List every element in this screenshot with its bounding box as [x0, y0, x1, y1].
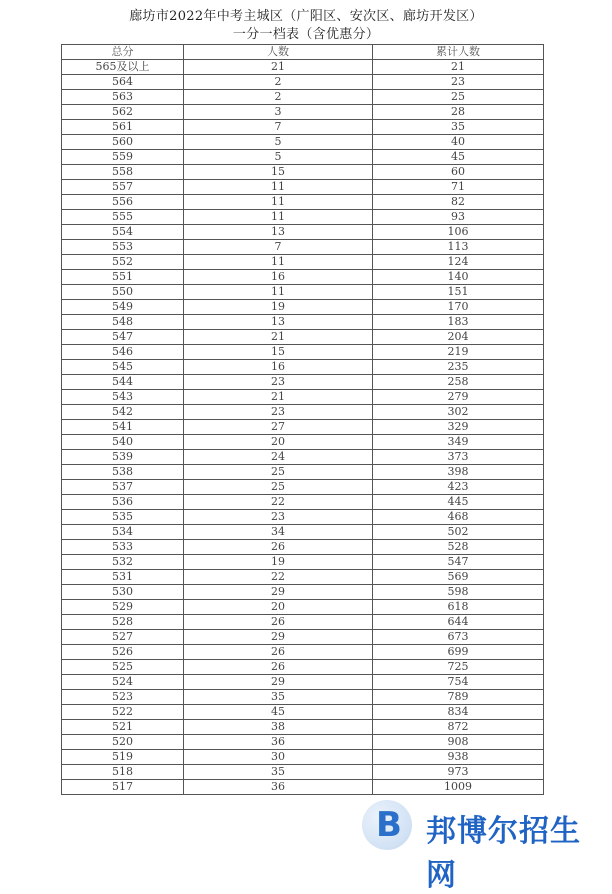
cell-cumulative: 547: [373, 555, 544, 570]
cell-count: 29: [184, 585, 373, 600]
cell-count: 5: [184, 150, 373, 165]
cell-total-score: 557: [62, 180, 184, 195]
cell-count: 27: [184, 420, 373, 435]
cell-total-score: 562: [62, 105, 184, 120]
cell-count: 25: [184, 480, 373, 495]
score-table: [61, 44, 544, 795]
cell-cumulative: 699: [373, 645, 544, 660]
cell-count: 16: [184, 270, 373, 285]
cell-cumulative: 23: [373, 75, 544, 90]
table-row: [62, 750, 544, 765]
cell-cumulative: 908: [373, 735, 544, 750]
cell-total-score: 527: [62, 630, 184, 645]
cell-count: 23: [184, 405, 373, 420]
cell-total-score: 561: [62, 120, 184, 135]
table-row: [62, 465, 544, 480]
table-row: [62, 435, 544, 450]
cell-cumulative: 170: [373, 300, 544, 315]
cell-cumulative: 373: [373, 450, 544, 465]
cell-count: 21: [184, 390, 373, 405]
cell-count: 11: [184, 180, 373, 195]
cell-count: 13: [184, 225, 373, 240]
cell-total-score: 555: [62, 210, 184, 225]
cell-count: 26: [184, 660, 373, 675]
document-title: 廊坊市2022年中考主城区（广阳区、安次区、廊坊开发区）: [129, 9, 483, 24]
cell-cumulative: 725: [373, 660, 544, 675]
cell-cumulative: 45: [373, 150, 544, 165]
cell-cumulative: 468: [373, 510, 544, 525]
table-row: [62, 600, 544, 615]
cell-total-score: 534: [62, 525, 184, 540]
cell-count: 11: [184, 255, 373, 270]
cell-cumulative: 834: [373, 705, 544, 720]
table-row: [62, 420, 544, 435]
cell-count: 19: [184, 555, 373, 570]
cell-count: 2: [184, 75, 373, 90]
cell-count: 16: [184, 360, 373, 375]
cell-total-score: 560: [62, 135, 184, 150]
watermark-logo: [362, 800, 602, 893]
cell-cumulative: 71: [373, 180, 544, 195]
cell-total-score: 545: [62, 360, 184, 375]
table-row: [62, 330, 544, 345]
cell-total-score: 517: [62, 780, 184, 795]
cell-total-score: 542: [62, 405, 184, 420]
cell-count: 2: [184, 90, 373, 105]
cell-cumulative: 106: [373, 225, 544, 240]
table-row: [62, 240, 544, 255]
cell-count: 7: [184, 240, 373, 255]
cell-count: 23: [184, 375, 373, 390]
table-row: [62, 405, 544, 420]
cell-total-score: 551: [62, 270, 184, 285]
cell-count: 20: [184, 435, 373, 450]
cell-total-score: 565及以上: [62, 60, 184, 75]
cell-total-score: 525: [62, 660, 184, 675]
cell-total-score: 552: [62, 255, 184, 270]
cell-count: 13: [184, 315, 373, 330]
cell-total-score: 521: [62, 720, 184, 735]
table-row: [62, 675, 544, 690]
cell-cumulative: 1009: [373, 780, 544, 795]
cell-count: 23: [184, 510, 373, 525]
table-row: [62, 105, 544, 120]
cell-cumulative: 754: [373, 675, 544, 690]
table-row: [62, 660, 544, 675]
cell-count: 11: [184, 195, 373, 210]
cell-count: 45: [184, 705, 373, 720]
cell-total-score: 558: [62, 165, 184, 180]
cell-count: 7: [184, 120, 373, 135]
table-row: [62, 780, 544, 795]
cell-total-score: 518: [62, 765, 184, 780]
cell-count: 35: [184, 765, 373, 780]
header-cumulative: 累计人数: [373, 45, 544, 60]
cell-total-score: 540: [62, 435, 184, 450]
watermark-text: 邦博尔招生网: [426, 814, 581, 893]
cell-total-score: 563: [62, 90, 184, 105]
cell-total-score: 541: [62, 420, 184, 435]
table-row: [62, 345, 544, 360]
cell-count: 36: [184, 735, 373, 750]
logo-letter: B: [376, 805, 402, 845]
cell-cumulative: 21: [373, 60, 544, 75]
cell-cumulative: 644: [373, 615, 544, 630]
table-row: [62, 540, 544, 555]
cell-total-score: 543: [62, 390, 184, 405]
cell-count: 21: [184, 330, 373, 345]
cell-cumulative: 235: [373, 360, 544, 375]
table-row: [62, 75, 544, 90]
cell-cumulative: 219: [373, 345, 544, 360]
cell-cumulative: 40: [373, 135, 544, 150]
table-row: [62, 705, 544, 720]
cell-count: 34: [184, 525, 373, 540]
table-row: [62, 495, 544, 510]
table-row: [62, 630, 544, 645]
cell-total-score: 533: [62, 540, 184, 555]
cell-count: 22: [184, 495, 373, 510]
cell-cumulative: 93: [373, 210, 544, 225]
table-row: [62, 615, 544, 630]
cell-count: 11: [184, 210, 373, 225]
table-row: [62, 150, 544, 165]
cell-cumulative: 398: [373, 465, 544, 480]
cell-total-score: 526: [62, 645, 184, 660]
table-row: [62, 585, 544, 600]
cell-cumulative: 673: [373, 630, 544, 645]
table-row: [62, 480, 544, 495]
table-row: [62, 120, 544, 135]
table-row: [62, 525, 544, 540]
table-row: [62, 225, 544, 240]
cell-cumulative: 973: [373, 765, 544, 780]
cell-total-score: 556: [62, 195, 184, 210]
cell-cumulative: 618: [373, 600, 544, 615]
table-row: [62, 300, 544, 315]
cell-total-score: 522: [62, 705, 184, 720]
cell-total-score: 539: [62, 450, 184, 465]
cell-total-score: 537: [62, 480, 184, 495]
cell-total-score: 529: [62, 600, 184, 615]
cell-cumulative: 938: [373, 750, 544, 765]
cell-count: 3: [184, 105, 373, 120]
cell-total-score: 547: [62, 330, 184, 345]
cell-cumulative: 528: [373, 540, 544, 555]
cell-total-score: 520: [62, 735, 184, 750]
cell-count: 26: [184, 540, 373, 555]
cell-cumulative: 258: [373, 375, 544, 390]
table-row: [62, 555, 544, 570]
cell-cumulative: 60: [373, 165, 544, 180]
table-row: [62, 390, 544, 405]
table-row: [62, 270, 544, 285]
document-subtitle: 一分一档表（含优惠分）: [232, 27, 380, 42]
cell-total-score: 519: [62, 750, 184, 765]
table-header-row: [62, 45, 544, 60]
cell-total-score: 532: [62, 555, 184, 570]
cell-total-score: 553: [62, 240, 184, 255]
table-row: [62, 765, 544, 780]
cell-cumulative: 25: [373, 90, 544, 105]
cell-cumulative: 872: [373, 720, 544, 735]
cell-count: 29: [184, 675, 373, 690]
cell-total-score: 544: [62, 375, 184, 390]
cell-count: 25: [184, 465, 373, 480]
cell-count: 15: [184, 345, 373, 360]
cell-count: 24: [184, 450, 373, 465]
cell-cumulative: 445: [373, 495, 544, 510]
cell-count: 36: [184, 780, 373, 795]
cell-total-score: 530: [62, 585, 184, 600]
cell-count: 30: [184, 750, 373, 765]
cell-total-score: 523: [62, 690, 184, 705]
cell-count: 5: [184, 135, 373, 150]
table-row: [62, 60, 544, 75]
cell-cumulative: 423: [373, 480, 544, 495]
header-total-score: 总分: [62, 45, 184, 60]
cell-cumulative: 140: [373, 270, 544, 285]
cell-cumulative: 113: [373, 240, 544, 255]
cell-total-score: 550: [62, 285, 184, 300]
table-row: [62, 690, 544, 705]
cell-cumulative: 124: [373, 255, 544, 270]
cell-cumulative: 151: [373, 285, 544, 300]
table-row: [62, 645, 544, 660]
cell-cumulative: 349: [373, 435, 544, 450]
table-row: [62, 165, 544, 180]
cell-cumulative: 569: [373, 570, 544, 585]
cell-cumulative: 279: [373, 390, 544, 405]
cell-cumulative: 502: [373, 525, 544, 540]
cell-cumulative: 789: [373, 690, 544, 705]
table-row: [62, 450, 544, 465]
table-row: [62, 735, 544, 750]
cell-total-score: 535: [62, 510, 184, 525]
cell-total-score: 524: [62, 675, 184, 690]
cell-total-score: 546: [62, 345, 184, 360]
cell-count: 26: [184, 615, 373, 630]
cell-count: 21: [184, 60, 373, 75]
cell-total-score: 549: [62, 300, 184, 315]
table-row: [62, 510, 544, 525]
cell-count: 38: [184, 720, 373, 735]
table-row: [62, 720, 544, 735]
cell-count: 29: [184, 630, 373, 645]
table-body: [62, 60, 544, 795]
table-row: [62, 570, 544, 585]
table-row: [62, 135, 544, 150]
cell-count: 20: [184, 600, 373, 615]
cell-count: 19: [184, 300, 373, 315]
table-row: [62, 195, 544, 210]
cell-count: 15: [184, 165, 373, 180]
cell-cumulative: 35: [373, 120, 544, 135]
cell-count: 22: [184, 570, 373, 585]
cell-cumulative: 302: [373, 405, 544, 420]
header-count: 人数: [184, 45, 373, 60]
cell-count: 26: [184, 645, 373, 660]
cell-cumulative: 329: [373, 420, 544, 435]
cell-cumulative: 28: [373, 105, 544, 120]
cell-total-score: 531: [62, 570, 184, 585]
cell-cumulative: 598: [373, 585, 544, 600]
cell-count: 35: [184, 690, 373, 705]
cell-total-score: 538: [62, 465, 184, 480]
cell-total-score: 564: [62, 75, 184, 90]
cell-cumulative: 183: [373, 315, 544, 330]
cell-count: 11: [184, 285, 373, 300]
table-row: [62, 285, 544, 300]
table-row: [62, 180, 544, 195]
cell-total-score: 528: [62, 615, 184, 630]
table-row: [62, 375, 544, 390]
table-row: [62, 90, 544, 105]
table-row: [62, 255, 544, 270]
cell-total-score: 548: [62, 315, 184, 330]
cell-total-score: 536: [62, 495, 184, 510]
cell-cumulative: 204: [373, 330, 544, 345]
table-row: [62, 210, 544, 225]
cell-total-score: 554: [62, 225, 184, 240]
table-row: [62, 360, 544, 375]
cell-total-score: 559: [62, 150, 184, 165]
cell-cumulative: 82: [373, 195, 544, 210]
table-row: [62, 315, 544, 330]
